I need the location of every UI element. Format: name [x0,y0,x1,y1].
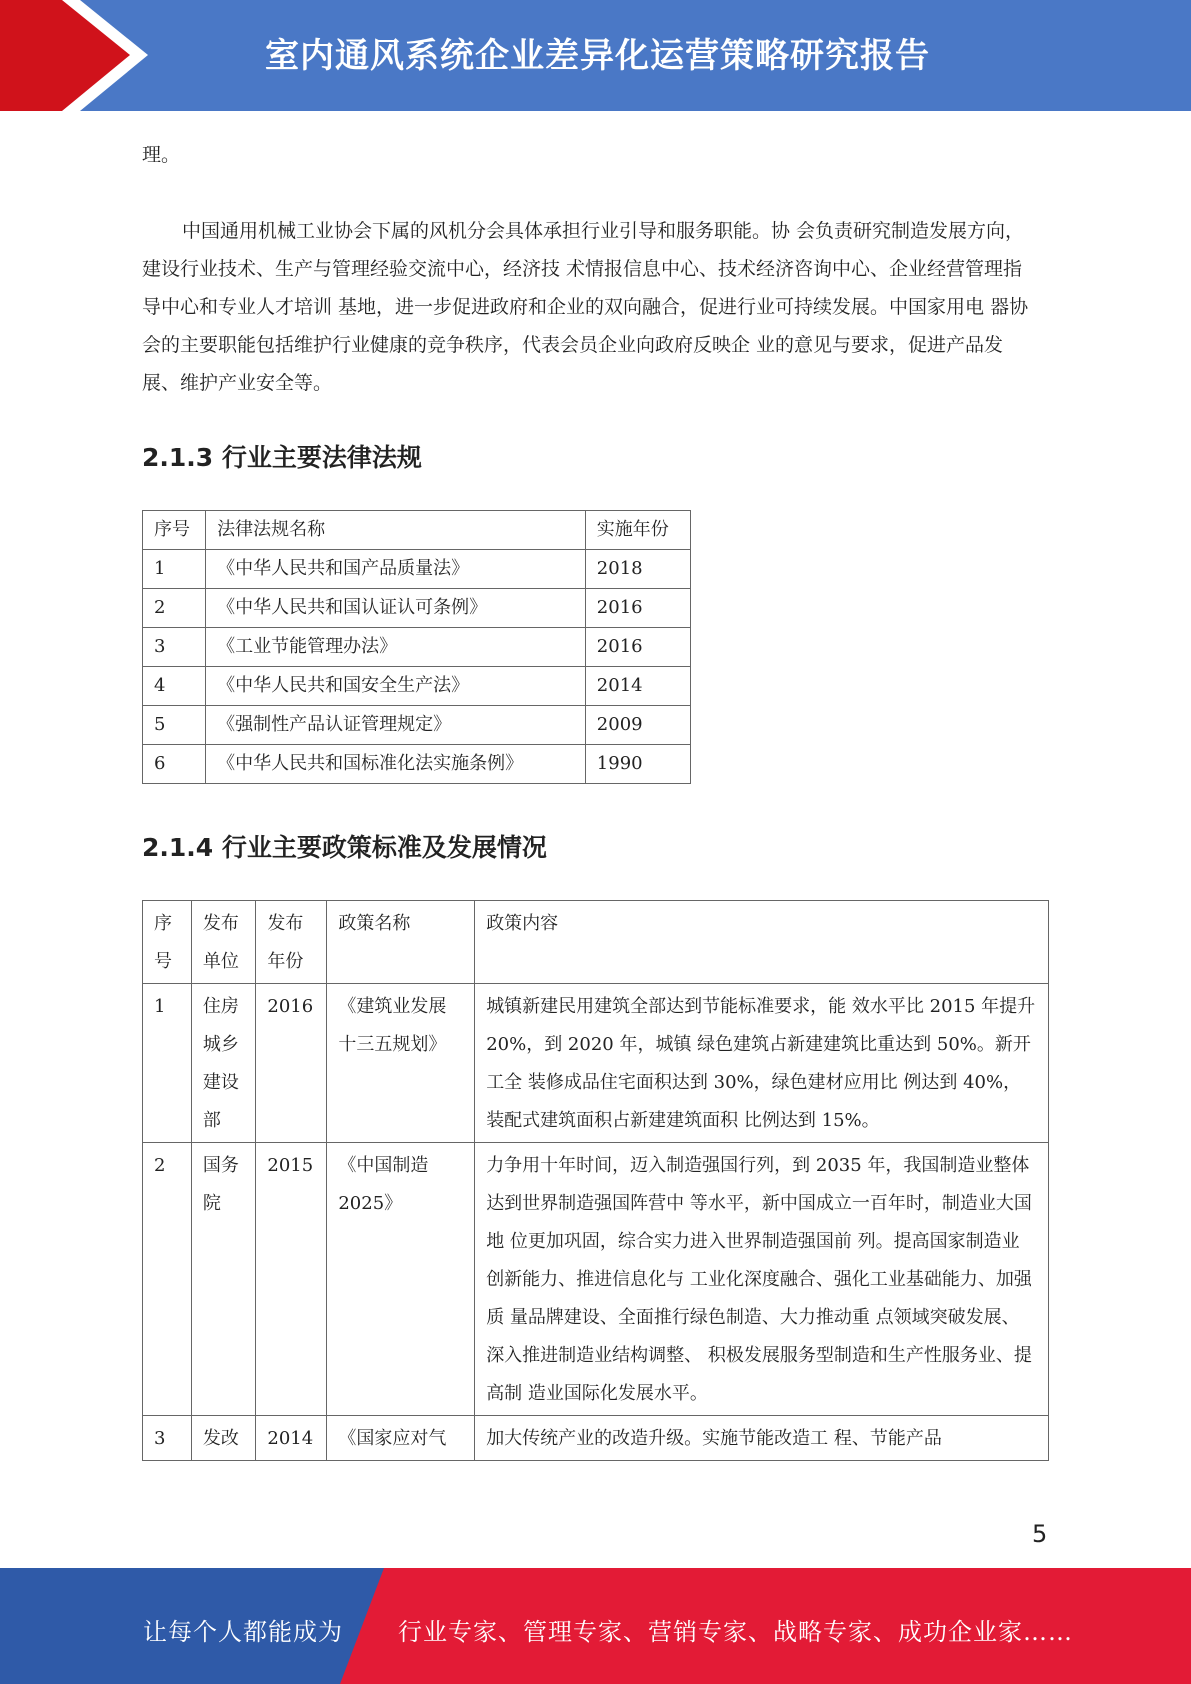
table-cell: 1 [143,550,206,589]
table-row [143,1416,1049,1461]
table-cell: 《工业节能管理办法》 [206,628,586,667]
table-cell: 《中华人民共和国标准化法实施条例》 [206,745,586,784]
table-cell: 6 [143,745,206,784]
table-cell: 2009 [585,706,690,745]
table-cell: 力争用十年时间，迈入制造强国行列，到 2035 年，我国制造业整体达到世界制造强国阵营中 等水平，新中国成立一百年时，制造业大国地 位更加巩固，综合实力进入世界制造强国前 列。提高国家制造业创新能力、推进信息化与 工业化深度融合、强化工业基础能力、加强质 量品牌建设、全面推行绿色制造、大力推动重 点领域突破发展、深入推进制造业结构调整、 积极发展服务型制造和生产性服务业、提高制 造业国际化发展水平。 [475,1143,1049,1416]
table-cell: 2015 [256,1143,327,1416]
table-cell: 2014 [585,667,690,706]
table-row [143,628,691,667]
table-row [143,589,691,628]
table-cell: 3 [143,1416,192,1461]
header-cell: 政策名称 [327,901,475,984]
table-cell: 《建筑业发展十三五规划》 [327,984,475,1143]
table-cell: 2016 [585,589,690,628]
header-cell: 政策内容 [475,901,1049,984]
table-cell: 2016 [585,628,690,667]
table-cell: 国务院 [191,1143,256,1416]
table-row [143,706,691,745]
table-cell: 3 [143,628,206,667]
table-row [143,984,1049,1143]
table-cell: 发改 [191,1416,256,1461]
table-header-row [143,901,1049,984]
page-number: 5 [1032,1520,1048,1548]
table-cell: 1 [143,984,192,1143]
page-header [0,0,1191,111]
table-cell: 2014 [256,1416,327,1461]
table-cell: 《强制性产品认证管理规定》 [206,706,586,745]
report-title: 室内通风系统企业差异化运营策略研究报告 [265,36,930,76]
table-row [143,550,691,589]
table-cell: 住房城乡建设部 [191,984,256,1143]
table-cell: 《国家应对气 [327,1416,475,1461]
table-row [143,1143,1049,1416]
table-cell: 5 [143,706,206,745]
header-cell: 法律法规名称 [206,511,586,550]
table-cell: 4 [143,667,206,706]
table-cell: 加大传统产业的改造升级。实施节能改造工 程、节能产品 [475,1416,1049,1461]
section-heading-policies: 2.1.4 行业主要政策标准及发展情况 [142,833,547,862]
table-cell: 城镇新建民用建筑全部达到节能标准要求，能 效水平比 2015 年提升 20%，到 2020 年，城镇 绿色建筑占新建建筑比重达到 50%。新开工全 装修成品住宅面积达到 30%，绿色建材应用比 例达到 40%，装配式建筑面积占新建建筑面积 比例达到 15%。 [475,984,1049,1143]
table-row [143,745,691,784]
table-cell: 《中华人民共和国认证认可条例》 [206,589,586,628]
header-cell: 实施年份 [585,511,690,550]
footer-slogan-left: 让每个人都能成为 [143,1618,343,1646]
table-cell: 1990 [585,745,690,784]
table-cell: 《中华人民共和国产品质量法》 [206,550,586,589]
table-cell: 2016 [256,984,327,1143]
header-cell: 序号 [143,901,192,984]
table-cell: 2 [143,1143,192,1416]
table-cell: 《中国制造 2025》 [327,1143,475,1416]
law-table [142,510,691,784]
continuation-text: 理。 [142,144,181,166]
header-cell: 序号 [143,511,206,550]
table-cell: 《中华人民共和国安全生产法》 [206,667,586,706]
section-heading-laws: 2.1.3 行业主要法律法规 [142,443,422,472]
footer-slogan-right: 行业专家、管理专家、营销专家、战略专家、成功企业家…… [398,1618,1073,1646]
header-cell: 发布年份 [256,901,327,984]
table-row [143,667,691,706]
header-cell: 发布单位 [191,901,256,984]
policy-table [142,900,1049,1461]
table-header-row [143,511,691,550]
table-cell: 2018 [585,550,690,589]
body-paragraph: 中国通用机械工业协会下属的风机分会具体承担行业引导和服务职能。协 会负责研究制造发展方向，建设行业技术、生产与管理经验交流中心，经济技 术情报信息中心、技术经济咨询中心、企业经营管理指导中心和专业人才培训 基地，进一步促进政府和企业的双向融合，促进行业可持续发展。中国家用电 器协会的主要职能包括维护行业健康的竞争秩序，代表会员企业向政府反映企 业的意见与要求，促进产品发展、维护产业安全等。 [142,220,1029,394]
table-cell: 2 [143,589,206,628]
